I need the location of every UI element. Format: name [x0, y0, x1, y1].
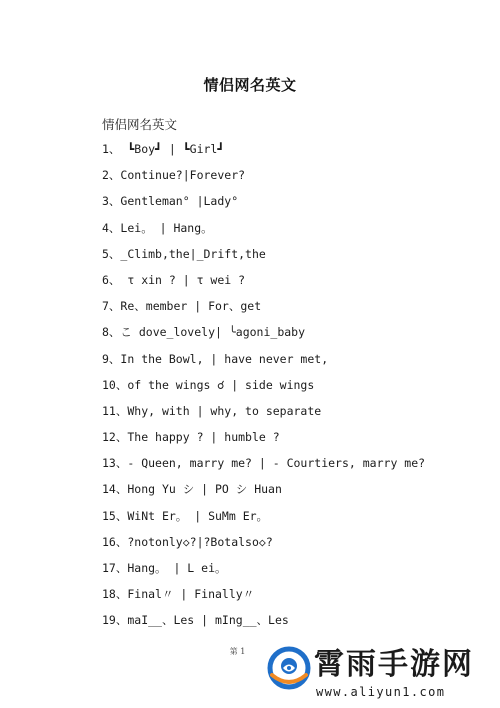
- list-item: 13、- Queen, marry me? | - Courtiers, marry me?: [102, 456, 426, 471]
- list-item: 9、In the Bowl, | have never met,: [102, 351, 329, 366]
- list-item: 11、Why, with | why, to separate: [102, 403, 322, 418]
- couple-name-list: [102, 140, 425, 638]
- page-title: 情侣网名英文: [203, 76, 297, 94]
- list-item: 18、Final〃 | Finally〃: [102, 587, 255, 602]
- list-item: 2、Continue?|Forever?: [102, 168, 246, 183]
- list-item: 7、Re、member | For、get: [102, 299, 262, 314]
- list-item: 16、?notonly◇?|?Botalso◇?: [102, 534, 273, 549]
- list-item: 1、 ┗Boy┛ | ┗Girl┛: [102, 142, 225, 156]
- section-heading: 情侣网名英文: [102, 117, 178, 132]
- list-item: 12、The happy ? | humble ?: [102, 430, 280, 445]
- list-item: 4、Lei。 | Hang。: [102, 220, 213, 235]
- watermark-site-name: 霄雨手游网: [314, 647, 474, 682]
- list-item: 5、_Climb,the|_Drift,the: [102, 246, 266, 261]
- list-item: 17、Hang。 | L ei。: [102, 561, 227, 575]
- list-item: 3、Gentleman° |Lady°: [102, 194, 239, 209]
- list-item: 19、maI__、Les | mIng__、Les: [102, 613, 289, 628]
- watermark-url: www.aliyun1.com: [316, 685, 446, 699]
- list-item: 6、 τ xin ? | τ wei ?: [102, 272, 246, 287]
- list-item: 8、こ dove_lovely| ╰agoni_baby: [102, 325, 306, 340]
- page-number: 第 1: [229, 647, 246, 656]
- list-item: 14、Hong Yu シ | PO シ Huan: [102, 482, 282, 497]
- site-watermark: [266, 645, 496, 705]
- list-item: 15、WiNt Er。 | SuMm Er。: [102, 508, 269, 523]
- list-item: 10、of the wings ☌ | side wings: [102, 377, 315, 392]
- site-logo-icon: [266, 645, 312, 691]
